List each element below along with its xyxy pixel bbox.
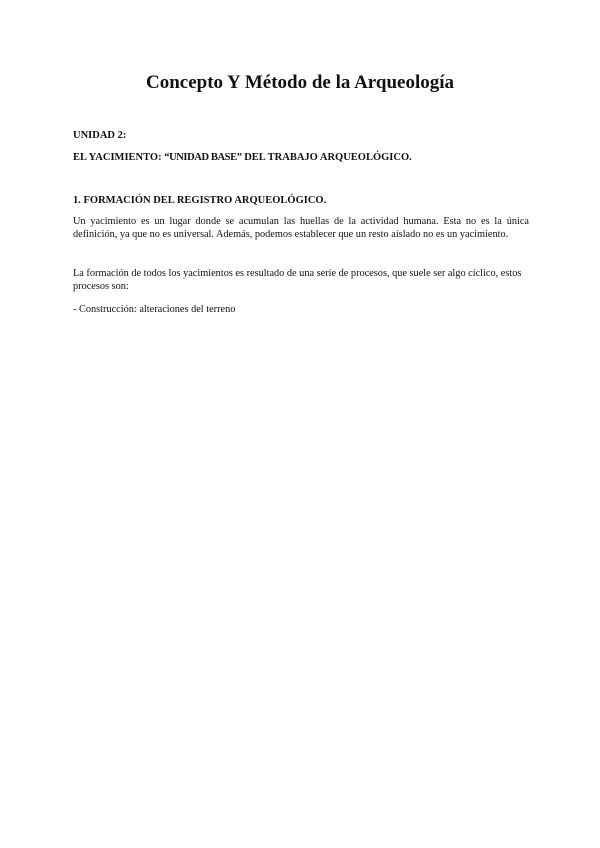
unit-label: UNIDAD 2: <box>73 130 127 141</box>
unit-title-prefix: EL YACIMIENTO: <box>73 152 165 163</box>
unit-title-quoted: “UNIDAD BASE” <box>164 152 242 163</box>
paragraph-definition: Un yacimiento es un lugar donde se acumulan las huellas de la actividad humana. Esta no es la única definición, ya que no es universal. Además, podemos establecer que un resto aislado no es un yacimiento. <box>73 216 529 241</box>
document-title: Concepto Y Método de la Arqueología <box>145 72 455 93</box>
unit-title-suffix: DEL TRABAJO ARQUEOLÓGICO. <box>241 152 412 163</box>
list-item-construction: - Construcción: alteraciones del terreno <box>73 304 236 315</box>
paragraph-formation: La formación de todos los yacimientos es resultado de una serie de procesos, que suele ser algo cíclico, estos procesos son: <box>73 268 522 293</box>
section-heading: 1. FORMACIÓN DEL REGISTRO ARQUEOLÓGICO. <box>73 195 327 206</box>
unit-title <box>73 152 412 163</box>
